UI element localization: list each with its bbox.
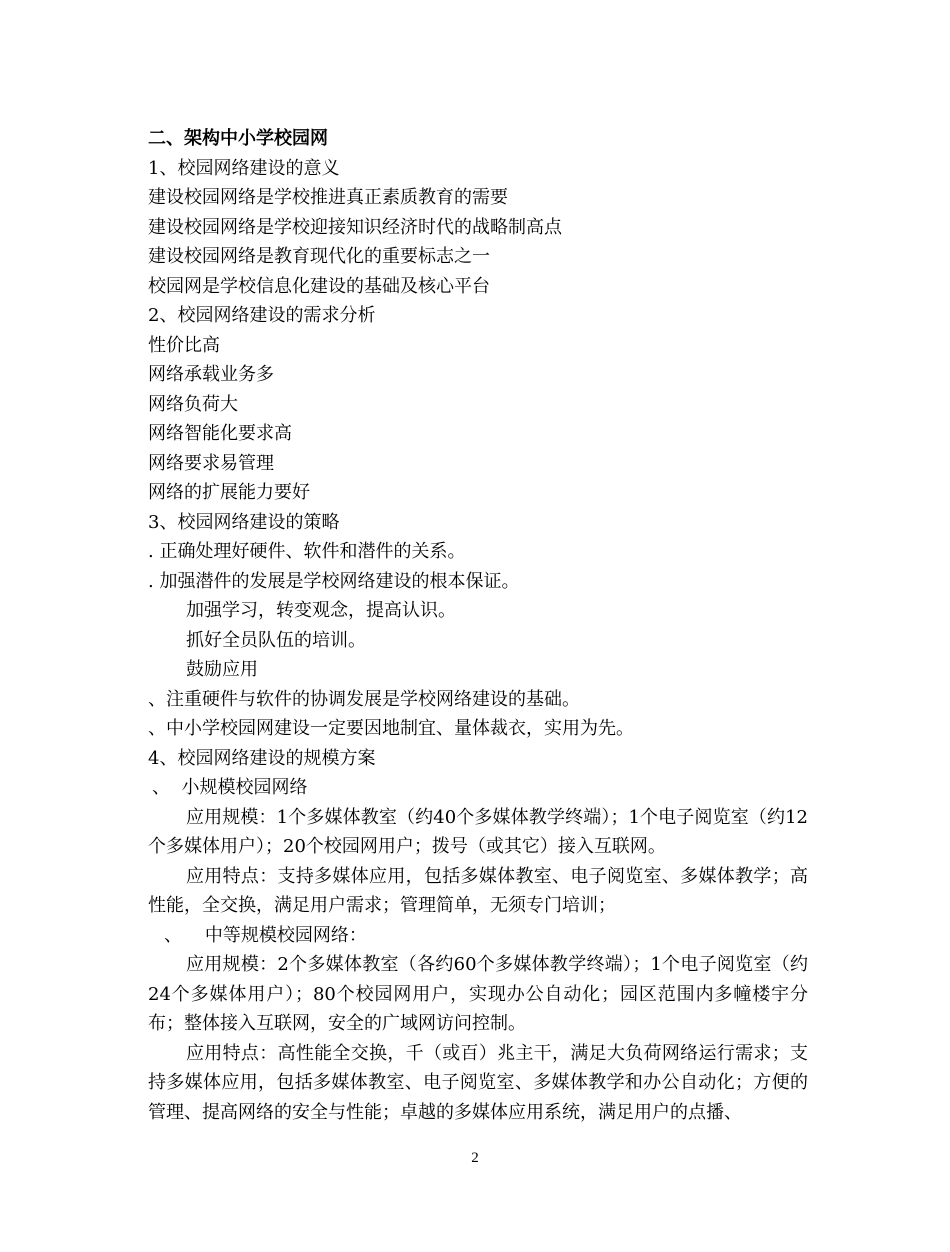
subsection-heading-1: 1、校园网络建设的意义 xyxy=(148,157,340,179)
paragraph-small-scale: 应用规模：1个多媒体教室（约40个多媒体教学终端）；1个电子阅览室（约12个多媒体用户）；20个校园网用户；拨号（或其它）接入互联网。 xyxy=(148,806,808,857)
text-line: 、中小学校园网建设一定要因地制宜、量体裁衣，实用为先。 xyxy=(148,718,634,739)
scale-heading-medium: 、 中等规模校园网络： xyxy=(164,924,367,946)
text-line-indented: 鼓励应用 xyxy=(186,659,258,680)
paragraph-medium-scale: 应用规模：2个多媒体教室（各约60个多媒体教学终端）；1个电子阅览室（约24个多媒体用户）；80个校园网用户，实现办公自动化；园区范围内多幢楼宇分布；整体接入互联网，安全的广域网访问控制。 xyxy=(148,954,808,1034)
text-line: 建设校园网络是学校迎接知识经济时代的战略制高点 xyxy=(148,216,562,238)
text-line: 校园网是学校信息化建设的基础及核心平台 xyxy=(148,275,490,297)
document-body xyxy=(148,124,808,1127)
paragraph-small-features: 应用特点：支持多媒体应用，包括多媒体教室、电子阅览室、多媒体教学；高性能，全交换，满足用户需求；管理简单，无须专门培训； xyxy=(148,865,808,916)
text-line: . 加强潜件的发展是学校网络建设的根本保证。 xyxy=(148,570,520,592)
text-line: 性价比高 xyxy=(148,334,220,356)
text-line-indented: 抓好全员队伍的培训。 xyxy=(186,629,366,651)
section-title: 二、架构中小学校园网 xyxy=(148,128,328,149)
text-line: 网络负荷大 xyxy=(148,393,238,415)
subsection-heading-3: 3、校园网络建设的策略 xyxy=(148,511,340,533)
text-line: 建设校园网络是学校推进真正素质教育的需要 xyxy=(148,187,508,208)
text-line: 网络的扩展能力要好 xyxy=(148,482,310,503)
text-line-indented: 加强学习，转变观念，提高认识。 xyxy=(186,600,456,621)
scale-heading-small: 、 小规模校园网络 xyxy=(152,777,308,798)
text-line: 建设校园网络是教育现代化的重要标志之一 xyxy=(148,246,490,267)
text-line: 网络要求易管理 xyxy=(148,452,274,474)
text-line: . 正确处理好硬件、软件和潜件的关系。 xyxy=(148,541,466,562)
paragraph-medium-features: 应用特点：高性能全交换，千（或百）兆主干，满足大负荷网络运行需求；支持多媒体应用，包括多媒体教室、电子阅览室、多媒体教学和办公自动化；方便的管理、提高网络的安全与性能；卓越的多媒体应用系统，满足用户的点播、 xyxy=(148,1042,808,1123)
page-number: 2 xyxy=(471,1150,479,1166)
subsection-heading-2: 2、校园网络建设的需求分析 xyxy=(148,305,376,326)
subsection-heading-4: 4、校园网络建设的规模方案 xyxy=(148,747,376,769)
text-line: 网络承载业务多 xyxy=(148,364,274,385)
text-line: 网络智能化要求高 xyxy=(148,423,292,444)
text-line: 、注重硬件与软件的协调发展是学校网络建设的基础。 xyxy=(148,688,580,710)
